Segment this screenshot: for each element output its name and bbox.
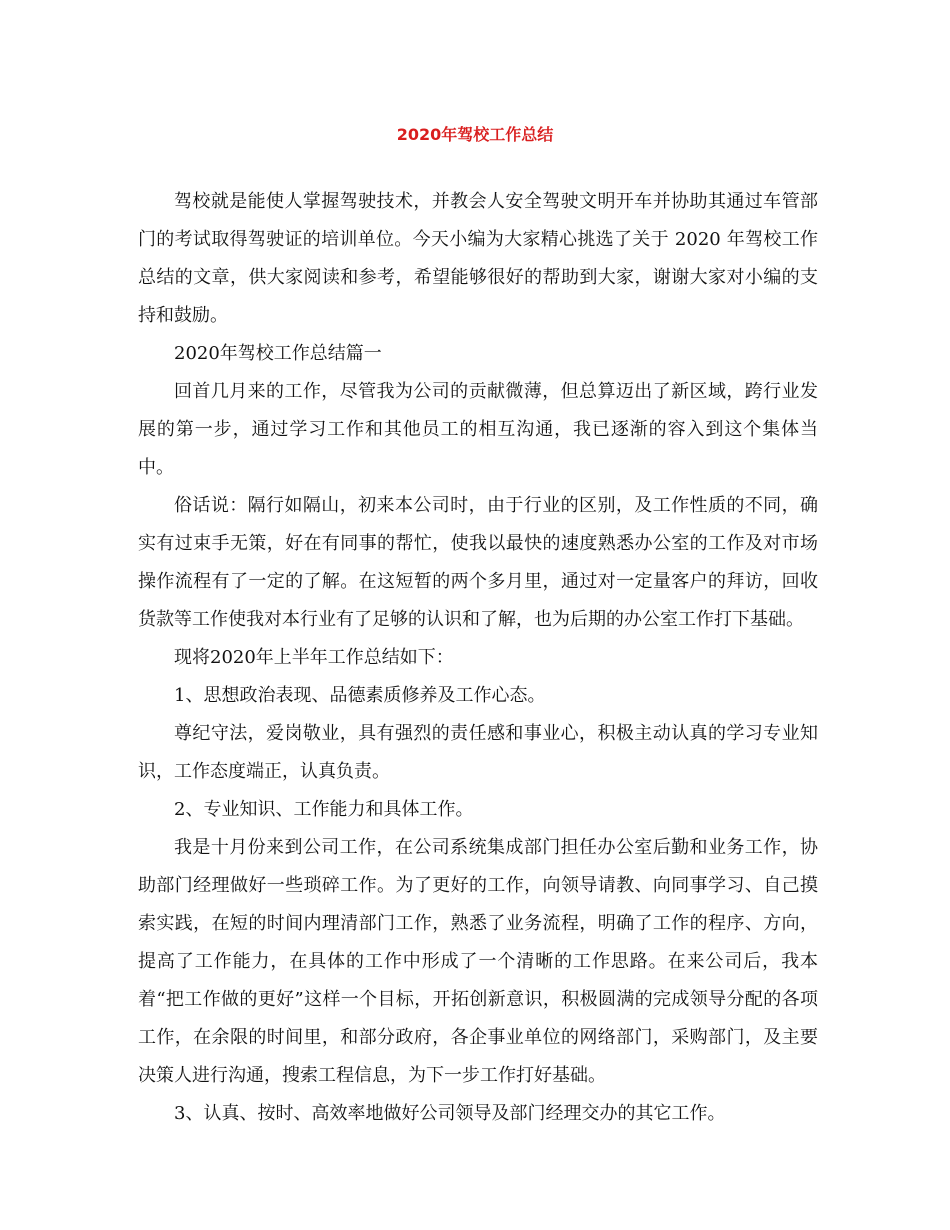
list-item-heading: 1、思想政治表现、品德素质修养及工作心态。: [174, 685, 546, 706]
paragraph-intro: 驾校就是能使人掌握驾驶技术，并教会人安全驾驶文明开车并协助其通过车管部门的考试取得驾驶证的培训单位。今天小编为大家精心挑选了关于 2020 年驾校工作总结的文章，供大家阅读和参考，希望能够很好的帮助到大家，谢谢大家对小编的支持和鼓励。: [138, 191, 818, 326]
list-item-heading: 3、认真、按时、高效率地做好公司领导及部门经理交办的其它工作。: [174, 1103, 726, 1124]
document-body: [138, 183, 818, 1133]
list-item-heading: 2、专业知识、工作能力和具体工作。: [174, 799, 474, 820]
section-heading: 2020年驾校工作总结篇一: [174, 343, 382, 364]
document-title: 2020年驾校工作总结: [396, 125, 554, 144]
paragraph: 尊纪守法，爱岗敬业，具有强烈的责任感和事业心，积极主动认真的学习专业知识，工作态度端正，认真负责。: [138, 723, 818, 782]
paragraph: 现将2020年上半年工作总结如下：: [174, 647, 454, 668]
paragraph: 回首几月来的工作，尽管我为公司的贡献微薄，但总算迈出了新区域，跨行业发展的第一步，通过学习工作和其他员工的相互沟通，我已逐渐的容入到这个集体当中。: [138, 381, 818, 478]
paragraph: 俗话说：隔行如隔山，初来本公司时，由于行业的区别，及工作性质的不同，确实有过束手无策，好在有同事的帮忙，使我以最快的速度熟悉办公室的工作及对市场操作流程有了一定的了解。在这短暂的两个多月里，通过对一定量客户的拜访，回收货款等工作使我对本行业有了足够的认识和了解，也为后期的办公室工作打下基础。: [138, 495, 818, 630]
paragraph: 我是十月份来到公司工作，在公司系统集成部门担任办公室后勤和业务工作，协助部门经理做好一些琐碎工作。为了更好的工作，向领导请教、向同事学习、自己摸索实践，在短的时间内理清部门工作，熟悉了业务流程，明确了工作的程序、方向，提高了工作能力，在具体的工作中形成了一个清晰的工作思路。在来公司后，我本着“把工作做的更好”这样一个目标，开拓创新意识，积极圆满的完成领导分配的各项工作，在余限的时间里，和部分政府，各企事业单位的网络部门，采购部门，及主要决策人进行沟通，搜索工程信息，为下一步工作打好基础。: [138, 837, 818, 1086]
